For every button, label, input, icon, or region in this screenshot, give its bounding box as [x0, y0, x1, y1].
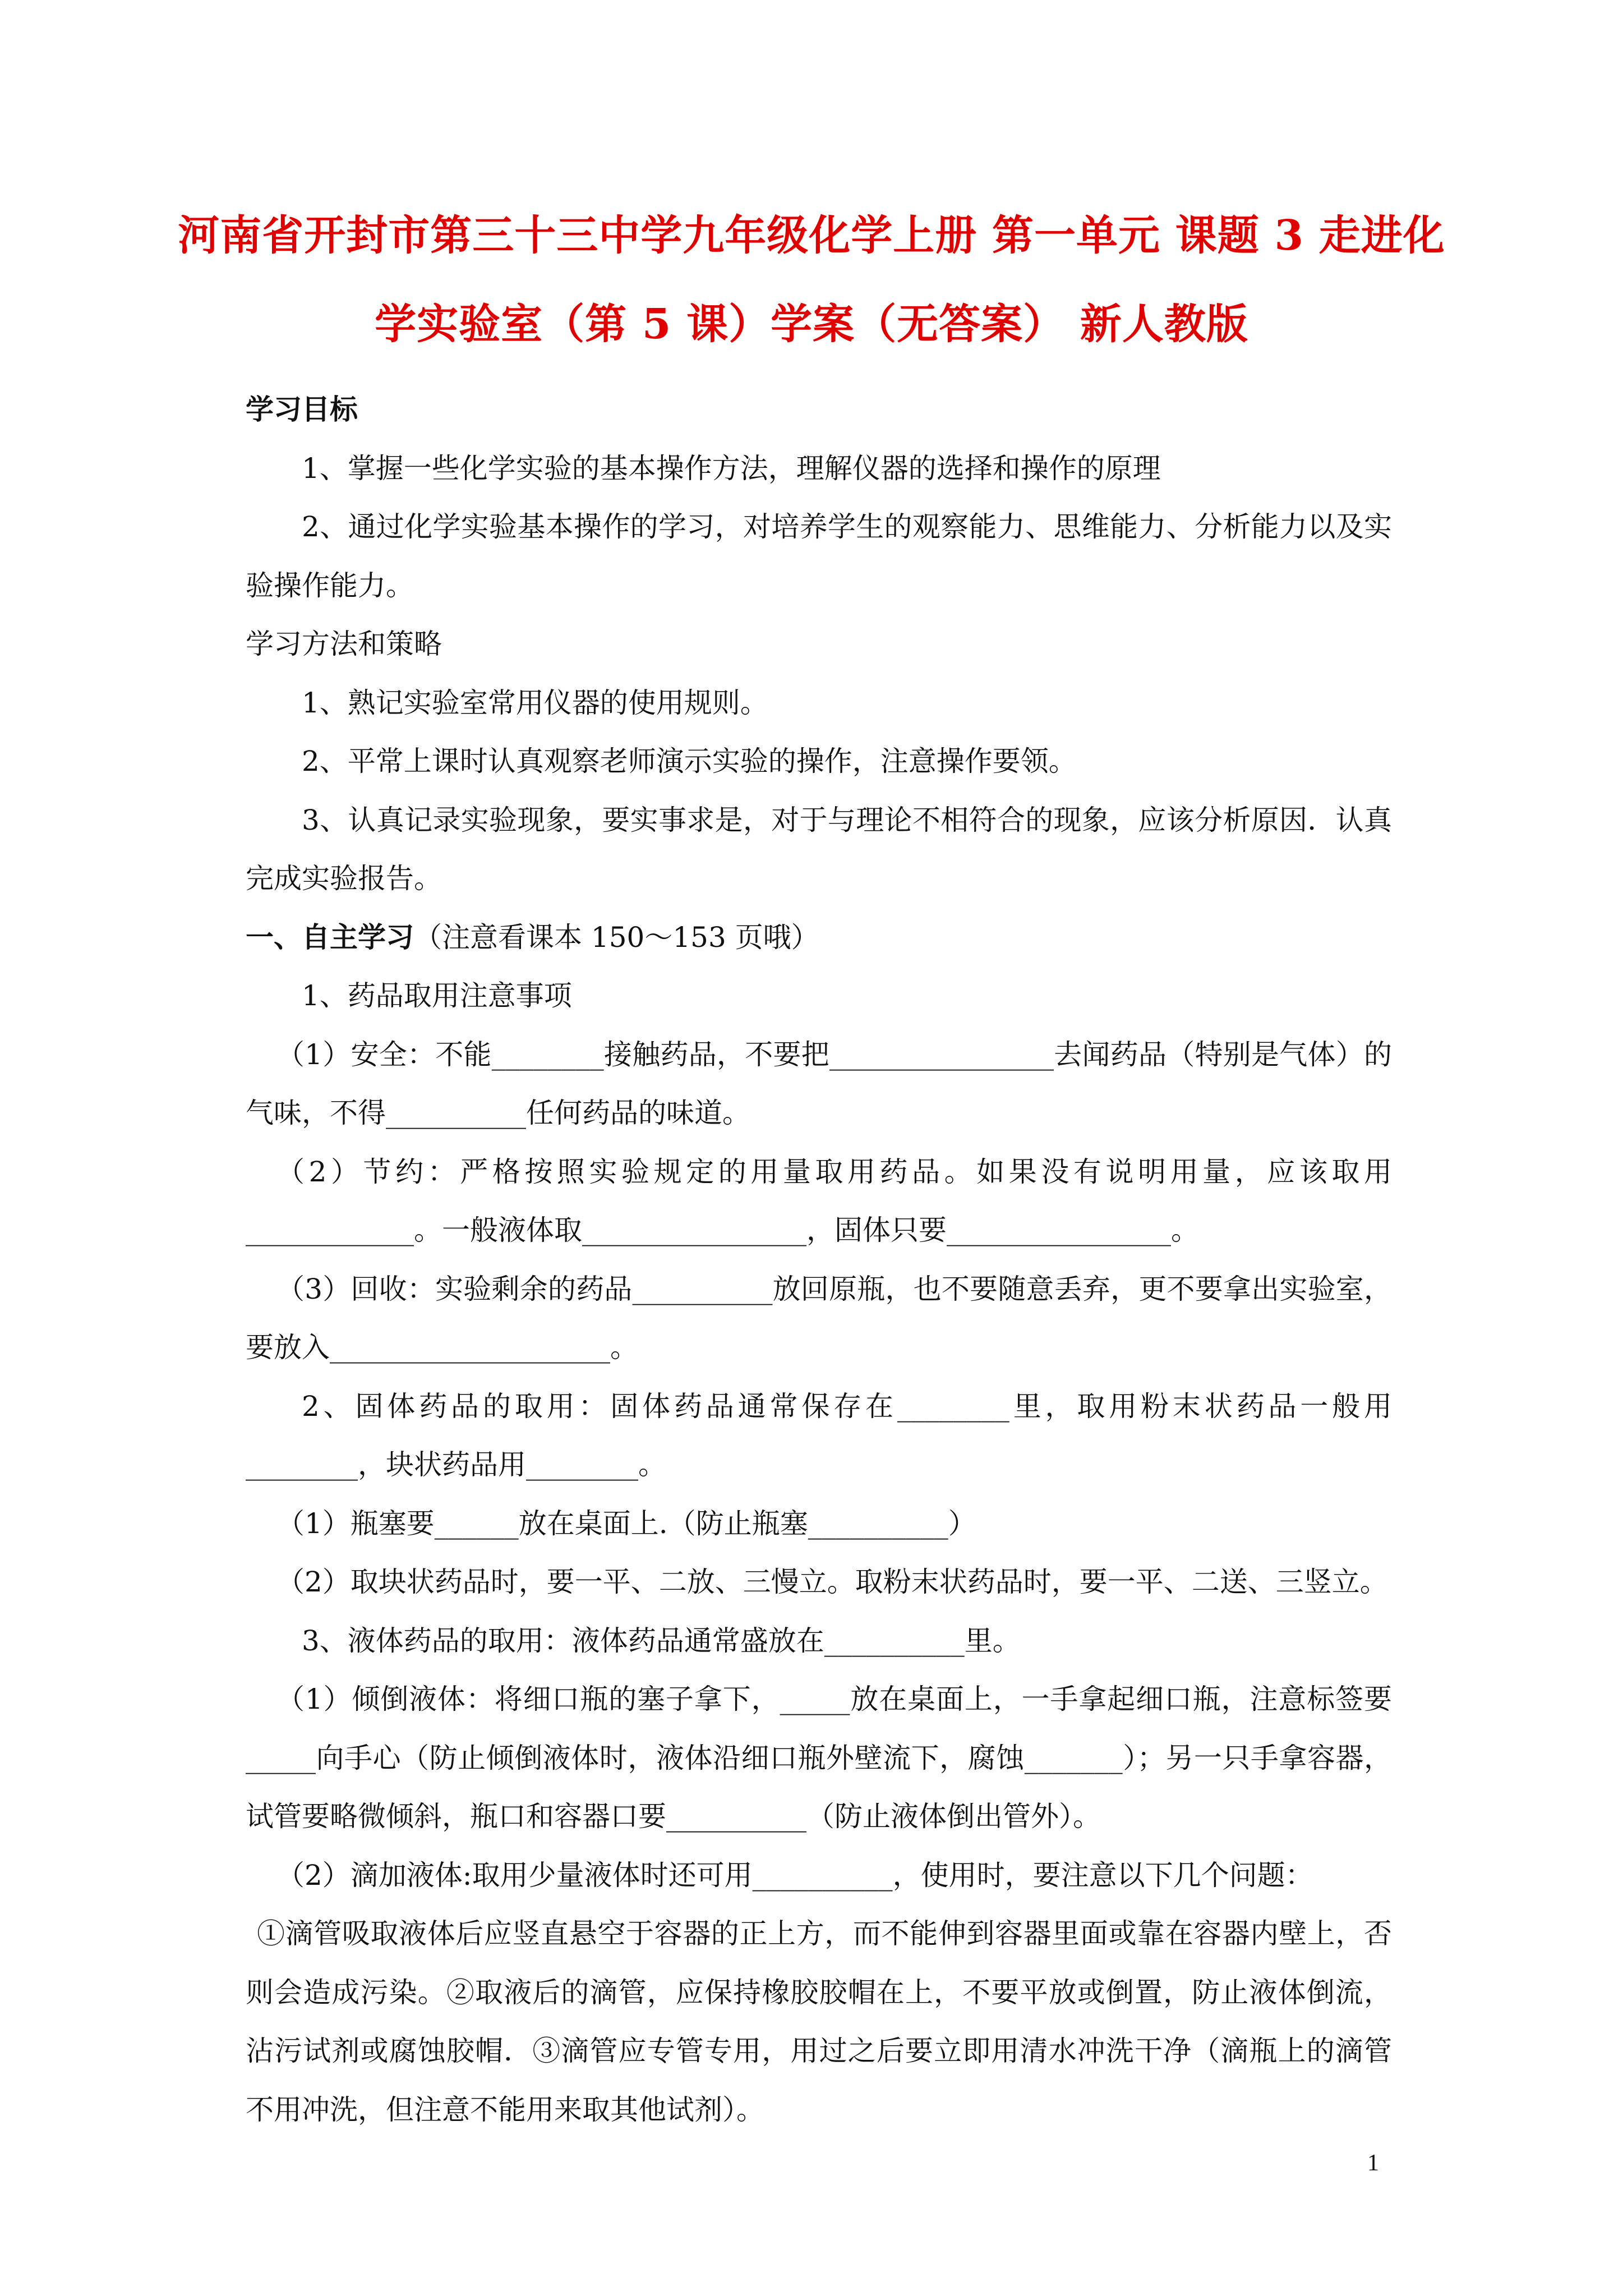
page-number: 1 — [1367, 2150, 1379, 2176]
method-item-1: 1、熟记实验室常用仪器的使用规则。 — [302, 686, 768, 719]
document-title-line2: 学实验室（第 5 课）学案（无答案） 新人教版 — [375, 300, 1248, 348]
section1-item-3-1: （1）倾倒液体：将细口瓶的塞子拿下，_____放在桌面上，一手拿起细口瓶，注意标签要_____向手心（防止倾倒液体时，液体沿细口瓶外壁流下，腐蚀_______）；另一只手拿容器，试管要略微倾斜，瓶口和容器口要__________（防止液体倒出管外）。 — [246, 1683, 1392, 1833]
section1-item-2-2: （2）取块状药品时，要一平、二放、三慢立。取粉末状药品时，要一平、二送、三竖立。 — [276, 1566, 1388, 1598]
section1-item-2: 2、固体药品的取用：固体药品通常保存在________里，取用粉末状药品一般用________，块状药品用________。 — [246, 1389, 1392, 1481]
section1-item-2-1: （1）瓶塞要______放在桌面上.（防止瓶塞__________） — [276, 1507, 976, 1540]
objective-item-2: 2、通过化学实验基本操作的学习，对培养学生的观察能力、思维能力、分析能力以及实验操作能力。 — [246, 510, 1392, 602]
section1-item-1-1: （1）安全：不能________接触药品，不要把________________去闻药品（特别是气体）的气味，不得__________任何药品的味道。 — [246, 1038, 1392, 1129]
section1-item-1-title: 1、药品取用注意事项 — [302, 979, 572, 1012]
section1-item-1-3: （3）回收：实验剩余的药品__________放回原瓶，也不要随意丢弃，更不要拿出实验室，要放入____________________。 — [246, 1272, 1392, 1364]
method-item-3: 3、认真记录实验现象，要实事求是，对于与理论不相符合的现象，应该分析原因．认真完成实验报告。 — [246, 803, 1392, 895]
document-body — [246, 380, 1392, 2139]
section1-item-3-2: （2）滴加液体:取用少量液体时还可用__________，使用时，要注意以下几个问题： — [276, 1858, 1313, 1892]
section1-heading-line — [246, 908, 1392, 967]
objective-item-1: 1、掌握一些化学实验的基本操作方法，理解仪器的选择和操作的原理 — [302, 452, 1161, 485]
section1-item-3: 3、液体药品的取用：液体药品通常盛放在__________里。 — [302, 1624, 1021, 1657]
document-title-line1: 河南省开封市第三十三中学九年级化学上册 第一单元 课题 3 走进化 — [178, 211, 1445, 260]
objectives-heading: 学习目标 — [246, 393, 358, 426]
section1-note: （注意看课本 150～153 页哦） — [414, 921, 819, 954]
method-item-2: 2、平常上课时认真观察老师演示实验的操作，注意操作要领。 — [302, 745, 1077, 777]
section1-item-1-2: （2）节约：严格按照实验规定的用量取用药品。如果没有说明用量，应该取用____________。一般液体取________________，固体只要________________。 — [246, 1155, 1392, 1246]
methods-heading: 学习方法和策略 — [246, 628, 442, 660]
section1-heading: 一、自主学习 — [246, 920, 414, 954]
section1-item-3-3: ①滴管吸取液体后应竖直悬空于容器的正上方，而不能伸到容器里面或靠在容器内壁上，否则会造成污染。②取液后的滴管，应保持橡胶胶帽在上，不要平放或倒置，防止液体倒流，沾污试剂或腐蚀胶帽．③滴管应专管专用，用过之后要立即用清水冲洗干净（滴瓶上的滴管不用冲洗，但注意不能用来取其他试剂）。 — [246, 1917, 1392, 2126]
